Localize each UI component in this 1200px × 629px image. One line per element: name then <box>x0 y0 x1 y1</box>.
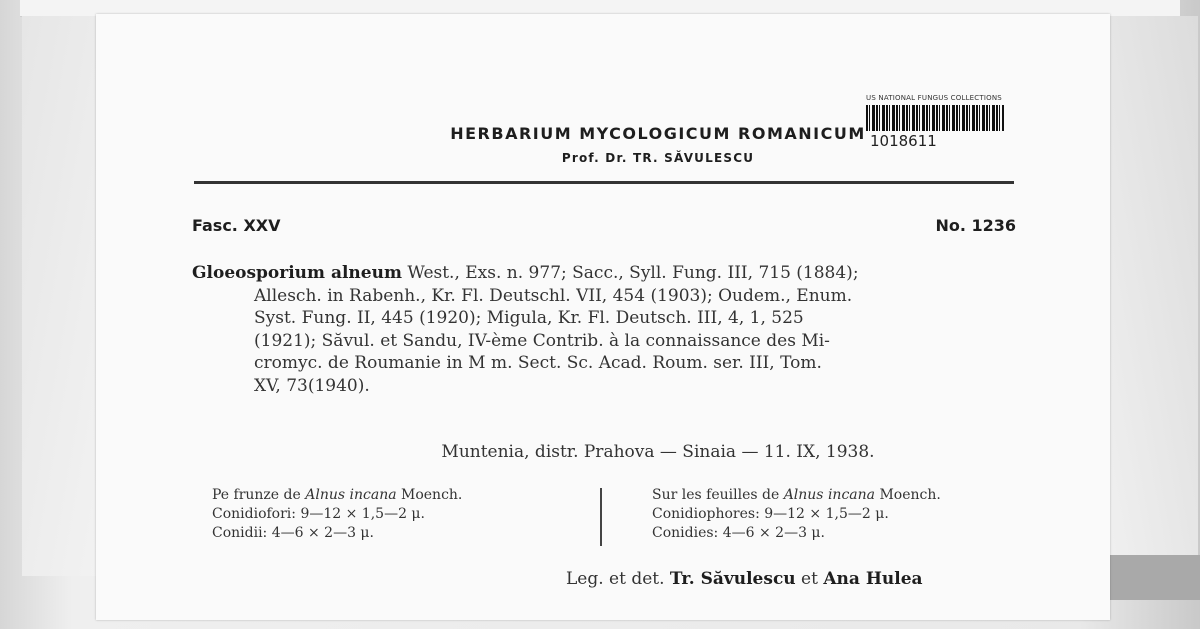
collector-name-2: Ana Hulea <box>823 569 923 589</box>
legit-joiner: et <box>795 569 824 589</box>
barcode-icon <box>866 105 1004 131</box>
reference-line-2: Syst. Fung. II, 445 (1920); Migula, Kr. Fl. Deutsch. III, 4, 1, 525 <box>254 308 804 328</box>
conidiophores-line: Conidiophores: 9—12 × 1,5—2 μ. <box>652 506 889 522</box>
species-references <box>192 262 1018 397</box>
romanian-description <box>212 486 462 543</box>
reference-text: West., Exs. n. 977; Sacc., Syll. Fung. III, 715 (1884); <box>401 263 859 283</box>
column-divider <box>600 488 602 546</box>
host-prefix: Pe frunze de <box>212 487 306 503</box>
reference-line-3: (1921); Săvul. et Sandu, IV-ème Contrib. à la connaissance des Mi- <box>254 330 830 351</box>
host-name: Alnus incana <box>305 487 397 503</box>
host-line <box>212 486 462 505</box>
species-name: Gloeosporium alneum <box>192 263 402 283</box>
reference-line-0 <box>192 262 1018 285</box>
host-prefix: Sur les feuilles de <box>652 487 784 503</box>
conidiophores-line: Conidiofori: 9—12 × 1,5—2 μ. <box>212 506 425 522</box>
conidia-line: Conidii: 4—6 × 2—3 μ. <box>212 525 374 541</box>
envelope-left-flap <box>22 16 100 576</box>
herbarium-title: HERBARIUM MYCOLOGICUM ROMANICUM <box>450 124 866 143</box>
collector-name-1: Tr. Săvulescu <box>669 569 796 589</box>
host-suffix: Moench. <box>875 487 941 503</box>
envelope-shadow <box>1110 555 1200 600</box>
host-name: Alnus incana <box>783 487 875 503</box>
barcode-caption: US NATIONAL FUNGUS COLLECTIONS <box>866 94 1002 102</box>
envelope-right-flap <box>1108 16 1198 576</box>
herbarium-label <box>96 14 1110 620</box>
conidia-line: Conidies: 4—6 × 2—3 μ. <box>652 525 825 541</box>
barcode-sticker <box>866 94 1016 174</box>
reference-line-1: Allesch. in Rabenh., Kr. Fl. Deutschl. VII, 454 (1903); Oudem., Enum. <box>254 285 853 306</box>
fascicle-label: Fasc. XXV <box>192 216 281 235</box>
collector-line <box>566 569 923 589</box>
french-description <box>652 486 941 543</box>
legit-prefix: Leg. et det. <box>566 569 670 589</box>
reference-line-4: cromyc. de Roumanie in M m. Sect. Sc. Acad. Roum. ser. III, Tom. <box>254 353 822 373</box>
host-suffix: Moench. <box>396 487 463 503</box>
header-divider <box>194 181 1014 184</box>
barcode-number: 1018611 <box>870 132 937 150</box>
host-line <box>652 486 941 505</box>
herbarium-subtitle: Prof. Dr. TR. SĂVULESCU <box>561 151 755 165</box>
specimen-number: No. 1236 <box>935 216 1016 235</box>
collection-locality: Muntenia, distr. Prahova — Sinaia — 11. IX, 1938. <box>441 442 875 462</box>
reference-line-5: XV, 73(1940). <box>254 375 370 396</box>
